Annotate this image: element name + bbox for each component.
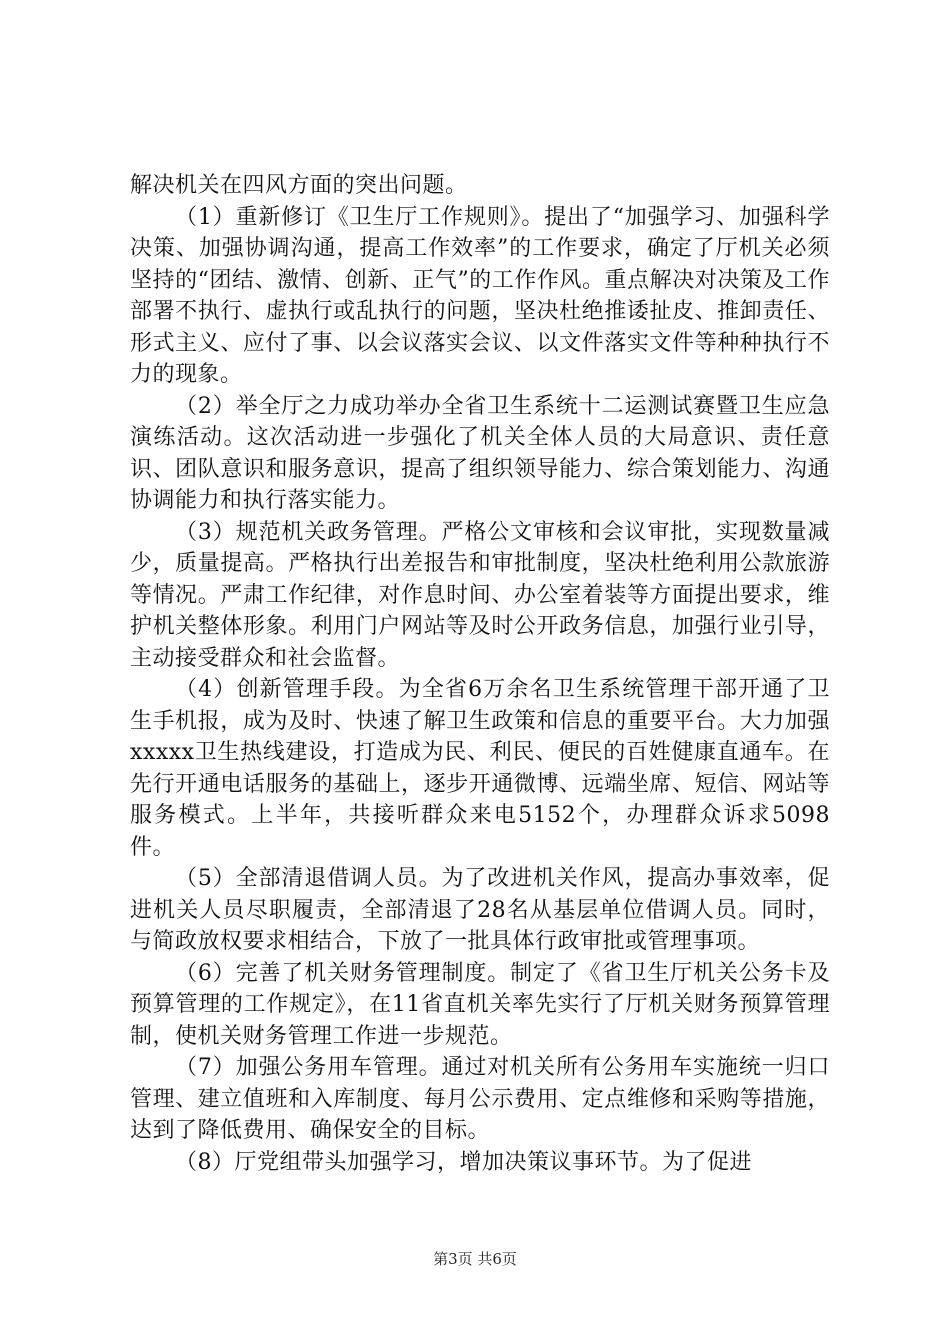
paragraph-item-1: （1）重新修订《卫生厅工作规则》。提出了“加强学习、加强科学决策、加强协调沟通，提高工作效率”的工作要求，确定了厅机关必须坚持的“团结、激情、创新、正气”的工作作风。重点解决对决策及工作部署不执行、虚执行或乱执行的问题，坚决杜绝推诿扯皮、推卸责任、形式主义、应付了事、以会议落实会议、以文件落实文件等种种执行不力的现象。 — [130, 204, 830, 387]
page-number-footer: 第3页 共6页 — [433, 1250, 517, 1268]
paragraph-item-5: （5）全部清退借调人员。为了改进机关作风，提高办事效率，促进机关人员尽职履责，全部清退了28名从基层单位借调人员。同时，与简政放权要求相结合，下放了一批具体行政审批或管理事项。 — [130, 866, 830, 954]
paragraph-item-6: （6）完善了机关财务管理制度。制定了《省卫生厅机关公务卡及预算管理的工作规定》，在11省直机关率先实行了厅机关财务预算管理制，使机关财务管理工作进一步规范。 — [130, 960, 830, 1049]
paragraph-item-7: （7）加强公务用车管理。通过对机关所有公务用车实施统一归口管理、建立值班和入库制度、每月公示费用、定点维修和采购等措施，达到了降低费用、确保安全的目标。 — [130, 1055, 830, 1143]
document-body — [130, 170, 830, 1178]
paragraph-item-8: （8）厅党组带头加强学习，增加决策议事环节。为了促进 — [175, 1149, 752, 1175]
paragraph-item-4: （4）创新管理手段。为全省6万余名卫生系统管理干部开通了卫生手机报，成为及时、快速了解卫生政策和信息的重要平台。大力加强xxxxx卫生热线建设，打造成为民、利民、便民的百姓健康直通车。在先行开通电话服务的基础上，逐步开通微博、远端坐席、短信、网站等服务模式。上半年，共接听群众来电5152个，办理群众诉求5098件。 — [130, 677, 830, 860]
paragraph-item-2: （2）举全厅之力成功举办全省卫生系统十二运测试赛暨卫生应急演练活动。这次活动进一步强化了机关全体人员的大局意识、责任意识、团队意识和服务意识，提高了组织领导能力、综合策划能力、沟通协调能力和执行落实能力。 — [130, 393, 830, 513]
paragraph-continuation: 解决机关在四风方面的突出问题。 — [130, 173, 468, 198]
paragraph-item-3: （3）规范机关政务管理。严格公文审核和会议审批，实现数量减少，质量提高。严格执行出差报告和审批制度，坚决杜绝利用公款旅游等情况。严肃工作纪律，对作息时间、办公室着装等方面提出要求，维护机关整体形象。利用门户网站等及时公开政务信息，加强行业引导，主动接受群众和社会监督。 — [130, 519, 830, 671]
